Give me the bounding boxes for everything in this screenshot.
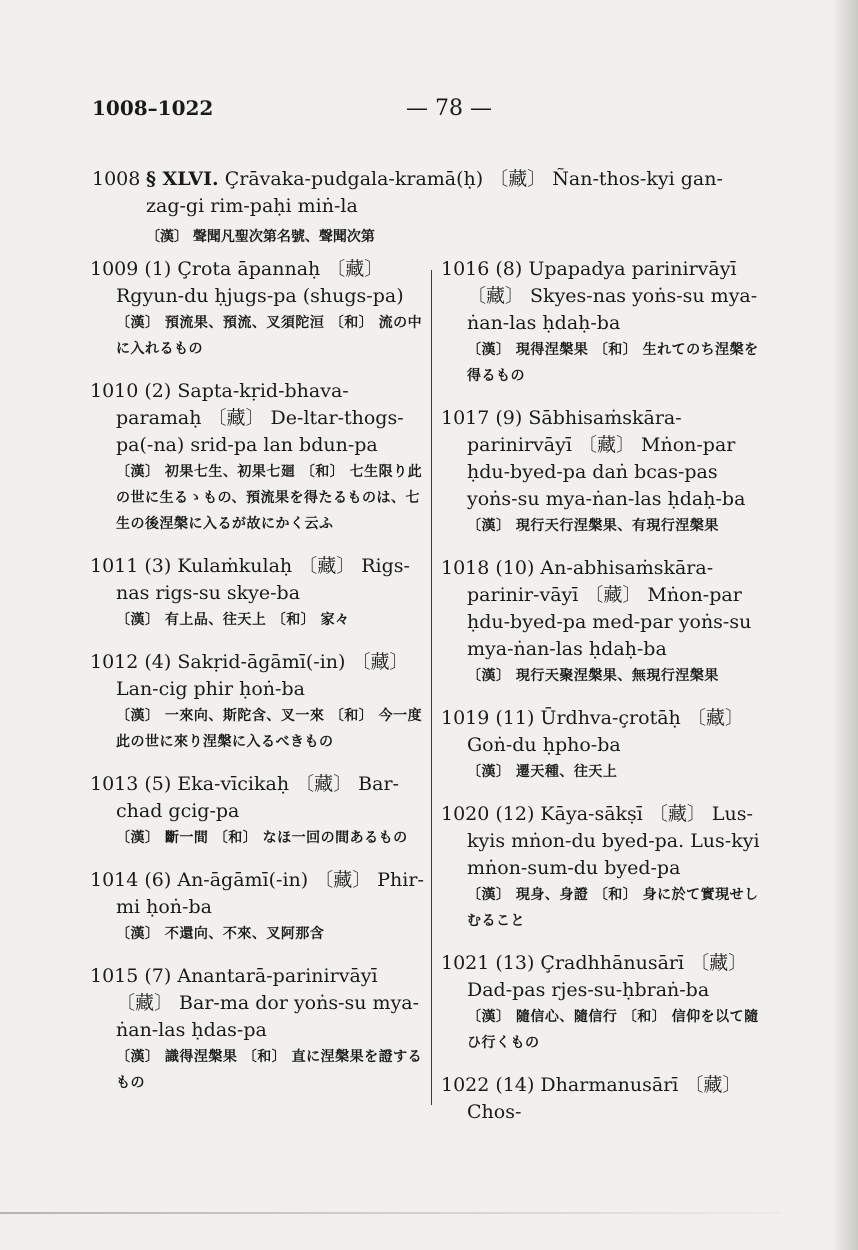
entry-text: 1014 (6) An-āgāmī(-in) 〔藏〕 Phir-mi ḥoṅ-ba [90, 869, 424, 918]
entry-range-header: 1008–1022 [92, 96, 214, 120]
dictionary-entry [90, 649, 430, 755]
entry-cjk-gloss: 〔漢〕 斷一間 〔和〕 なほ一回の間あるもの [116, 830, 408, 846]
page-number: — 78 — [406, 96, 492, 121]
dictionary-entry [441, 950, 773, 1056]
entry-text: 1022 (14) Dharmanusārī 〔藏〕 Chos- [441, 1074, 742, 1123]
entry-text: 1013 (5) Eka-vīcikaḥ 〔藏〕 Bar-chad gcig-pa [90, 773, 399, 822]
entry-cjk-gloss: 〔漢〕 不還向、不來、叉阿那含 [116, 926, 325, 942]
dictionary-entry [441, 555, 773, 689]
section-number: § XLVI. [146, 168, 219, 190]
entry-text: 1017 (9) Sābhisaṁskāra-parinirvāyī 〔藏〕 Mṅon-par ḥdu-byed-pa daṅ bcas-pas yoṅs-su mya-ṅan-las ḥdaḥ-ba [441, 407, 746, 510]
dictionary-entry [441, 1072, 773, 1126]
dictionary-entry [441, 405, 773, 539]
entry-cjk-gloss: 〔漢〕 一來向、斯陀含、叉一來 〔和〕 今一度此の世に來り涅槃に入るべきもの [116, 708, 423, 750]
entry-cjk-gloss: 〔漢〕 識得涅槃果 〔和〕 直に涅槃果を證するもの [116, 1049, 423, 1091]
right-column [441, 256, 773, 1126]
column-divider [431, 270, 432, 1105]
entry-cjk-gloss: 〔漢〕 預流果、預流、叉須陀洹 〔和〕 流の中に入れるもの [116, 315, 423, 357]
entry-cjk-gloss: 〔漢〕 初果七生、初果七廻 〔和〕 七生限り此の世に生るゝもの、預流果を得たるものは、七生の後涅槃に入るが故にかく云ふ [116, 464, 423, 532]
entry-text: 1021 (13) Çradhhānusārī 〔藏〕 Dad-pas rjes-su-ḥbraṅ-ba [441, 952, 748, 1001]
entry-text: 1010 (2) Sapta-kṛid-bhava-paramaḥ 〔藏〕 De-ltar-thogs-pa(-na) srid-pa lan bdun-pa [90, 380, 404, 456]
entry-cjk-gloss: 〔漢〕 遷天種、往天上 [467, 764, 618, 780]
entry-text: 1015 (7) Anantarā-parinirvāyī 〔藏〕 Bar-ma dor yoṅs-su mya-ṅan-las ḥdas-pa [90, 965, 420, 1041]
entry-cjk-gloss: 〔漢〕 現行天行涅槃果、有現行涅槃果 [467, 518, 719, 534]
entry-cjk-gloss: 〔漢〕 有上品、往天上 〔和〕 家々 [116, 612, 350, 628]
scan-edge-smudge [0, 1212, 780, 1214]
page-edge-shadow [832, 0, 858, 1250]
entry-cjk-gloss: 〔漢〕 現行天聚涅槃果、無現行涅槃果 [467, 668, 719, 684]
entry-text: 1019 (11) Ūrdhva-çrotāḥ 〔藏〕 Goṅ-du ḥpho-ba [441, 707, 744, 756]
entry-cjk-gloss: 〔漢〕 現得涅槃果 〔和〕 生れてのち涅槃を得るもの [467, 342, 759, 384]
entry-text: 1009 (1) Çrota āpannaḥ 〔藏〕 Rgyun-du ḥjugs-pa (shugs-pa) [90, 258, 404, 307]
dictionary-entry [441, 705, 773, 785]
entry-text: 1020 (12) Kāya-sākṣī 〔藏〕 Lus-kyis mṅon-du byed-pa. Lus-kyi mṅon-sum-du byed-pa [441, 803, 760, 879]
entry-number: 1008 [92, 168, 141, 190]
entry-text: 1012 (4) Sakṛid-āgāmī(-in) 〔藏〕 Lan-cig phir ḥoṅ-ba [90, 651, 409, 700]
dictionary-entry [90, 771, 430, 851]
dictionary-entry [90, 553, 430, 633]
entry-text: 1018 (10) An-abhisaṁskāra-parinir-vāyī 〔藏〕 Mṅon-par ḥdu-byed-pa med-par yoṅs-su mya-ṅan-las ḥdaḥ-ba [441, 557, 752, 660]
entry-text: 1011 (3) Kulaṁkulaḥ 〔藏〕 Rigs-nas rigs-su skye-ba [90, 555, 410, 604]
entry-text: 1016 (8) Upapadya parinirvāyī 〔藏〕 Skyes-nas yoṅs-su mya-ṅan-las ḥdaḥ-ba [441, 258, 758, 334]
dictionary-entry [90, 378, 430, 537]
dictionary-entry [441, 256, 773, 389]
entry-cjk-gloss: 〔漢〕 聲聞凡聖次第名號、聲聞次第 [146, 229, 375, 245]
left-column [90, 256, 430, 1096]
entry-text: Çrāvaka-pudgala-kramā(ḥ) 〔藏〕 Ñan-thos-kyi gan-zag-gi rim-paḥi miṅ-la [146, 168, 723, 217]
dictionary-entry [90, 867, 430, 947]
dictionary-entry [90, 963, 430, 1096]
entry-cjk-gloss: 〔漢〕 現身、身證 〔和〕 身に於て實現せしむること [467, 887, 759, 929]
entry-body [146, 166, 746, 251]
dictionary-entry [441, 801, 773, 934]
entry-cjk-gloss: 〔漢〕 隨信心、隨信行 〔和〕 信仰を以て隨ひ行くもの [467, 1009, 759, 1051]
dictionary-entry [90, 256, 430, 362]
